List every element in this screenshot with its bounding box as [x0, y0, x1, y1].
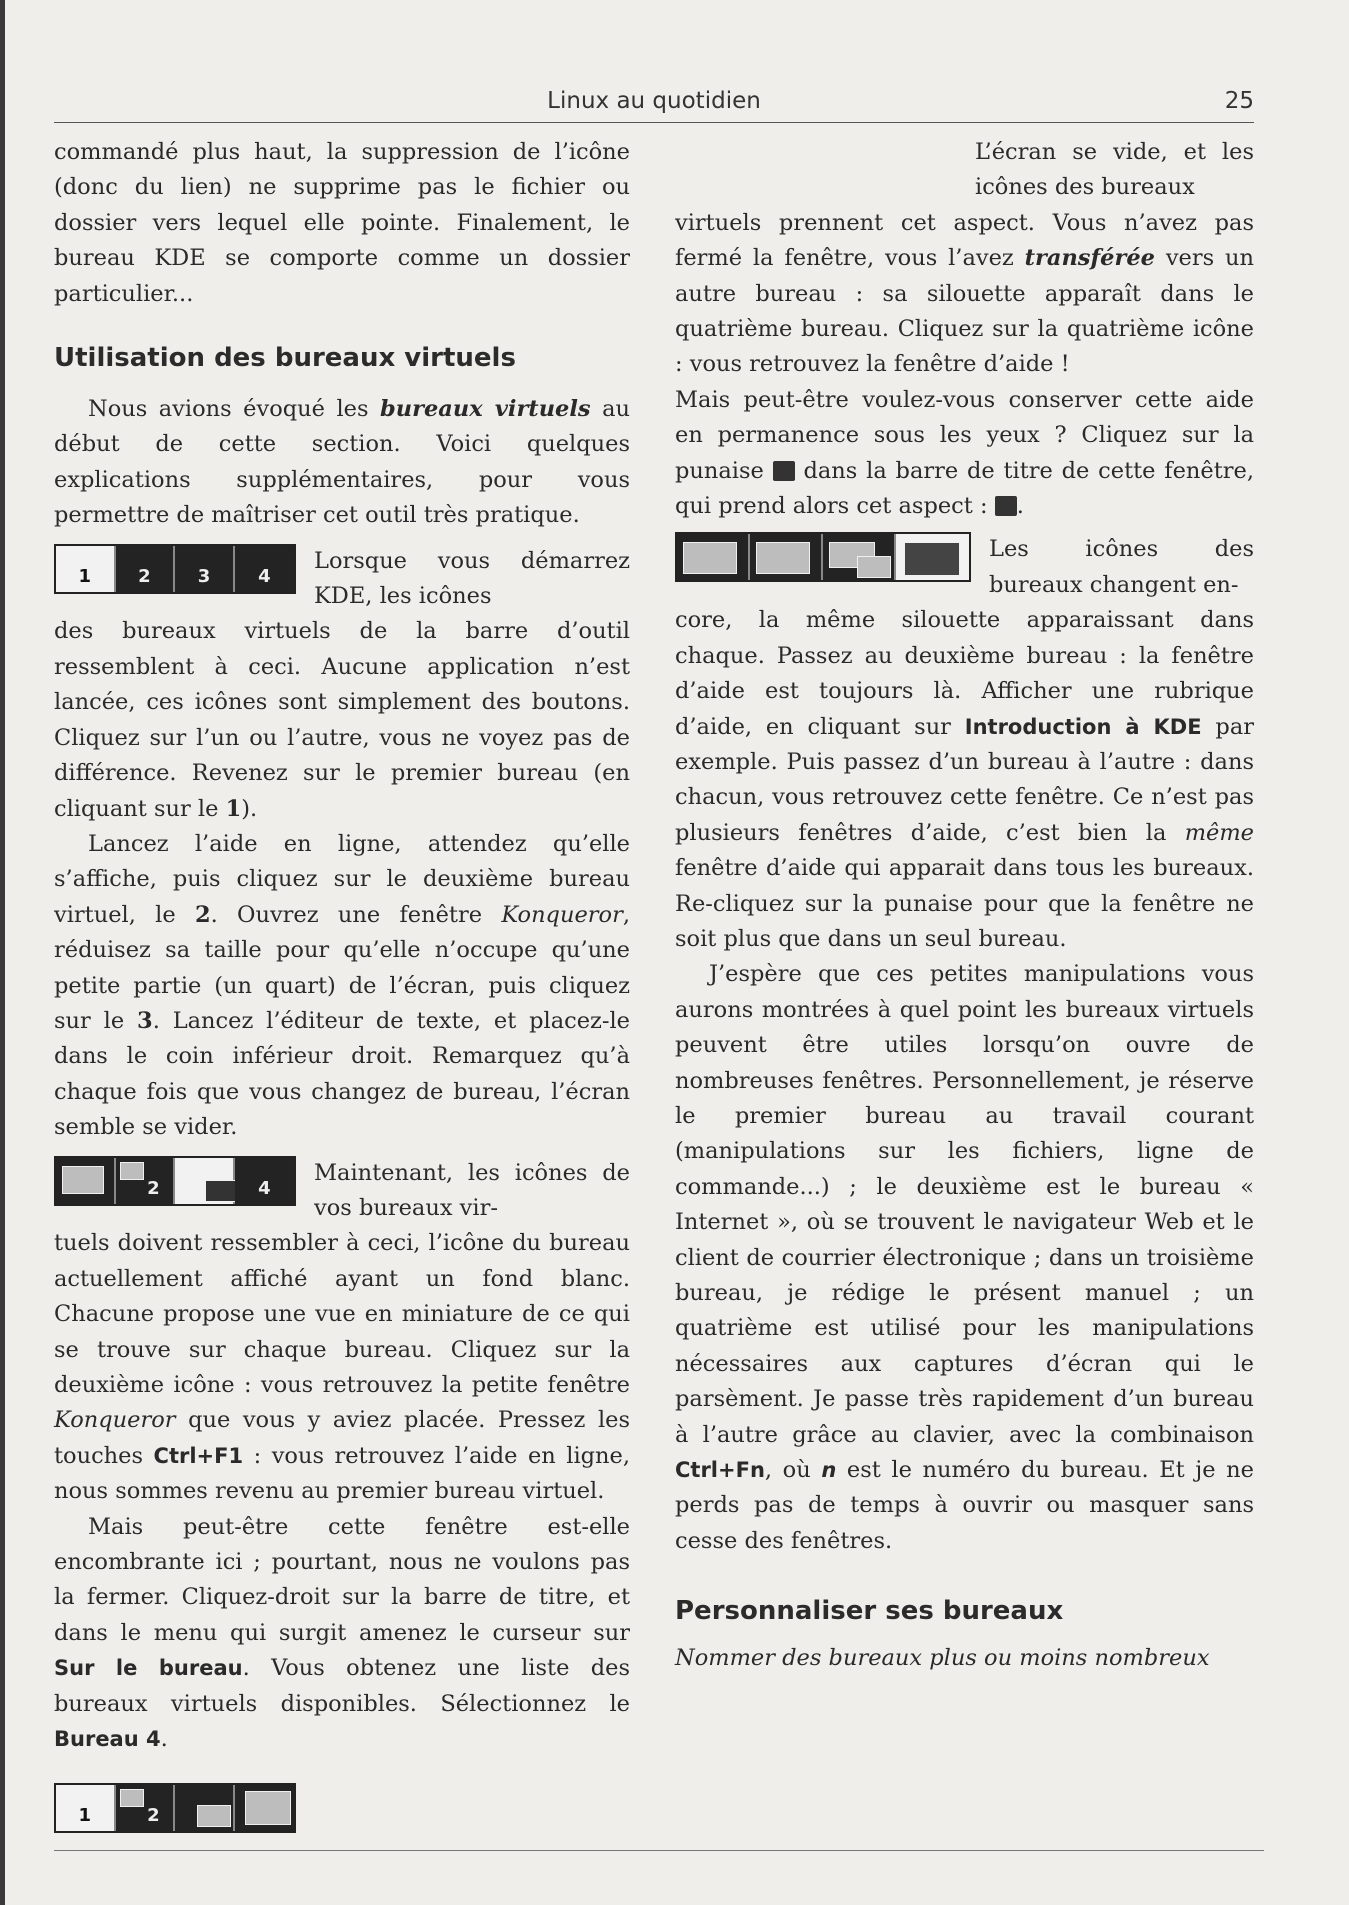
paragraph-move-window: Mais peut-être cette fenêtre est-elle encombrante ici ; pourtant, nous ne voulons pas la fermer. Cliquez-droit sur la barre de titre, et dans le menu qui surgit amenez le curseur sur Sur le bureau. Vous obtenez une liste des bureaux virtuels disponibles. Sélectionnez le Bureau 4.	[54, 1513, 630, 1753]
pinned-icon	[995, 496, 1017, 516]
paragraph-launch-help: Lancez l’aide en ligne, attendez qu’elle s’affiche, puis cliquez sur le deuxième bureau virtuel, le 2. Ouvrez une fenêtre Konqueror, réduisez sa taille pour qu’elle n’occupe qu’une petite partie (un quart) de l’écran, puis cliquez sur le 3. Lancez l’éditeur de texte, et placez-le dans le coin inférieur droit. Remarquez qu’à chaque fois que vous changez de bureau, l’écran semble se vider.	[54, 830, 630, 1141]
paragraph-thumbnails: tuels doivent ressembler à ceci, l’icône du bureau actuellement affiché ayant un fond blanc. Chacune propose une vue en miniature de ce qui se trouve sur chaque bureau. Cliquez sur la deuxième icône : vous retrouvez la petite fenêtre Konqueror que vous y aviez placée. Pressez les touches Ctrl+F1 : vous retrouvez l’aide en ligne, nous sommes revenu au premier bureau virtuel.	[54, 1230, 631, 1505]
float-text-3: L’écran se vide, et les icônes des bureaux	[975, 139, 1254, 201]
paragraph-intro: commandé plus haut, la suppression de l’icône (donc du lien) ne supprime pas le fichier ou dossier vers lequel elle pointe. Finalement, le bureau KDE se comporte comme un dossier particulier...	[54, 139, 630, 307]
desktop-3-thumbnail	[175, 1785, 235, 1831]
desktop-1-thumbnail	[56, 1158, 116, 1204]
footer-rule	[54, 1850, 1264, 1851]
paragraph-pager-explanation: des bureaux virtuels de la barre d’outil ressemblent à ceci. Aucune application n’est lancée, ces icônes sont simplement des boutons. Cliquez sur l’un ou l’autre, vous ne voyez pas de différence. Revenez sur le premier bureau (en cliquant sur le 1).	[54, 618, 630, 822]
desktop-1-button: 1	[56, 546, 116, 592]
paragraph-virtual-desktops: Nous avions évoqué les bureaux virtuels au début de cette section. Voici quelques explications supplémentaires, pour vous permettre de maîtriser cet outil très pratique.	[54, 396, 631, 529]
subsection-heading: Nommer des bureaux plus ou moins nombreux	[675, 1645, 1210, 1672]
pager-moved-window	[54, 1783, 296, 1833]
paragraph-window-transferred: virtuels prennent cet aspect. Vous n’avez pas fermé la fenêtre, vous l’avez transférée vers un autre bureau : sa silouette apparaît dans le quatrième bureau. Cliquez sur la quatrième icône : vous retrouvez la fenêtre d’aide !	[675, 209, 1254, 378]
page-spine-shadow	[0, 0, 5, 1905]
pager-initial	[54, 544, 296, 594]
float-text-2: Maintenant, les icônes de vos bureaux vir-	[314, 1159, 630, 1221]
figure-pager-windows	[54, 1156, 630, 1227]
pager-sticky-window	[675, 532, 971, 582]
desktop-3-button: 3	[175, 546, 235, 592]
float-text-4: Les icônes des bureaux changent en-	[989, 536, 1254, 598]
page-header	[54, 86, 1254, 123]
section-heading-virtual-desktops: Utilisation des bureaux virtuels	[54, 343, 516, 374]
paragraph-same-silhouette: core, la même silouette apparaissant dans chaque. Passez au deuxième bureau : la fenêtre d’aide est toujours là. Afficher une rubrique d’aide, en cliquant sur Introduction à KDE par exemple. Puis passez d’un bureau à l’autre : dans chacun, vous retrouvez cette fenêtre. Ce n’est pas plusieurs fenêtres d’aide, c’est bien la même fenêtre d’aide qui apparait dans tous les bureaux. Re-cliquez sur la punaise pour que la fenêtre ne soit plus que dans un seul bureau.	[675, 607, 1254, 952]
figure-pager-initial	[54, 544, 630, 615]
desktop-2-thumbnail: 2	[116, 1785, 176, 1831]
section-heading-customize: Personnaliser ses bureaux	[675, 1596, 1064, 1627]
desktop-3-thumbnail	[823, 534, 896, 580]
right-column	[675, 135, 1254, 1677]
desktop-4-button: 4	[235, 546, 294, 592]
pager-with-windows	[54, 1156, 296, 1206]
figure-pager-sticky	[675, 532, 1254, 603]
running-title: Linux au quotidien	[547, 88, 761, 114]
desktop-4-thumbnail	[235, 1785, 294, 1831]
pin-icon	[773, 461, 795, 481]
desktop-1-thumbnail: 1	[56, 1785, 116, 1831]
desktop-2-button: 2	[116, 546, 176, 592]
desktop-1-thumbnail	[677, 534, 750, 580]
desktop-4-thumbnail	[896, 534, 969, 580]
desktop-2-thumbnail: 2	[116, 1158, 176, 1204]
desktop-4-thumbnail: 4	[235, 1158, 294, 1204]
desktop-3-thumbnail	[175, 1158, 235, 1204]
left-column	[54, 135, 630, 1833]
float-text-1: Lorsque vous démarrez KDE, les icônes	[314, 547, 630, 610]
paragraph-pin: Mais peut-être voulez-vous conserver cette aide en permanence sous les yeux ? Cliquez sur la punaise dans la barre de titre de cette fenêtre, qui prend alors cet aspect : .	[675, 386, 1254, 520]
desktop-2-thumbnail	[750, 534, 823, 580]
page-number: 25	[1224, 88, 1254, 114]
paragraph-personal-usage: J’espère que ces petites manipulations vous aurons montrées à quel point les bureaux virtuels peuvent être utiles lorsqu’on ouvre de nombreuses fenêtres. Personnellement, je réserve le premier bureau au travail courant (manipulations sur les fichiers, ligne de commande...) ; le deuxième est le bureau « Internet », où se trouvent le navigateur Web et le client de courrier électronique ; dans un troisième bureau, je rédige le présent manuel ; un quatrième est utilisé pour les manipulations nécessaires aux captures d’écran qui le parsèment. Je passe très rapidement d’un bureau à l’autre grâce au clavier, avec la combinaison Ctrl+Fn, où n est le numéro du bureau. Et je ne perds pas de temps à ouvrir ou masquer sans cesse des fenêtres.	[675, 961, 1254, 1554]
